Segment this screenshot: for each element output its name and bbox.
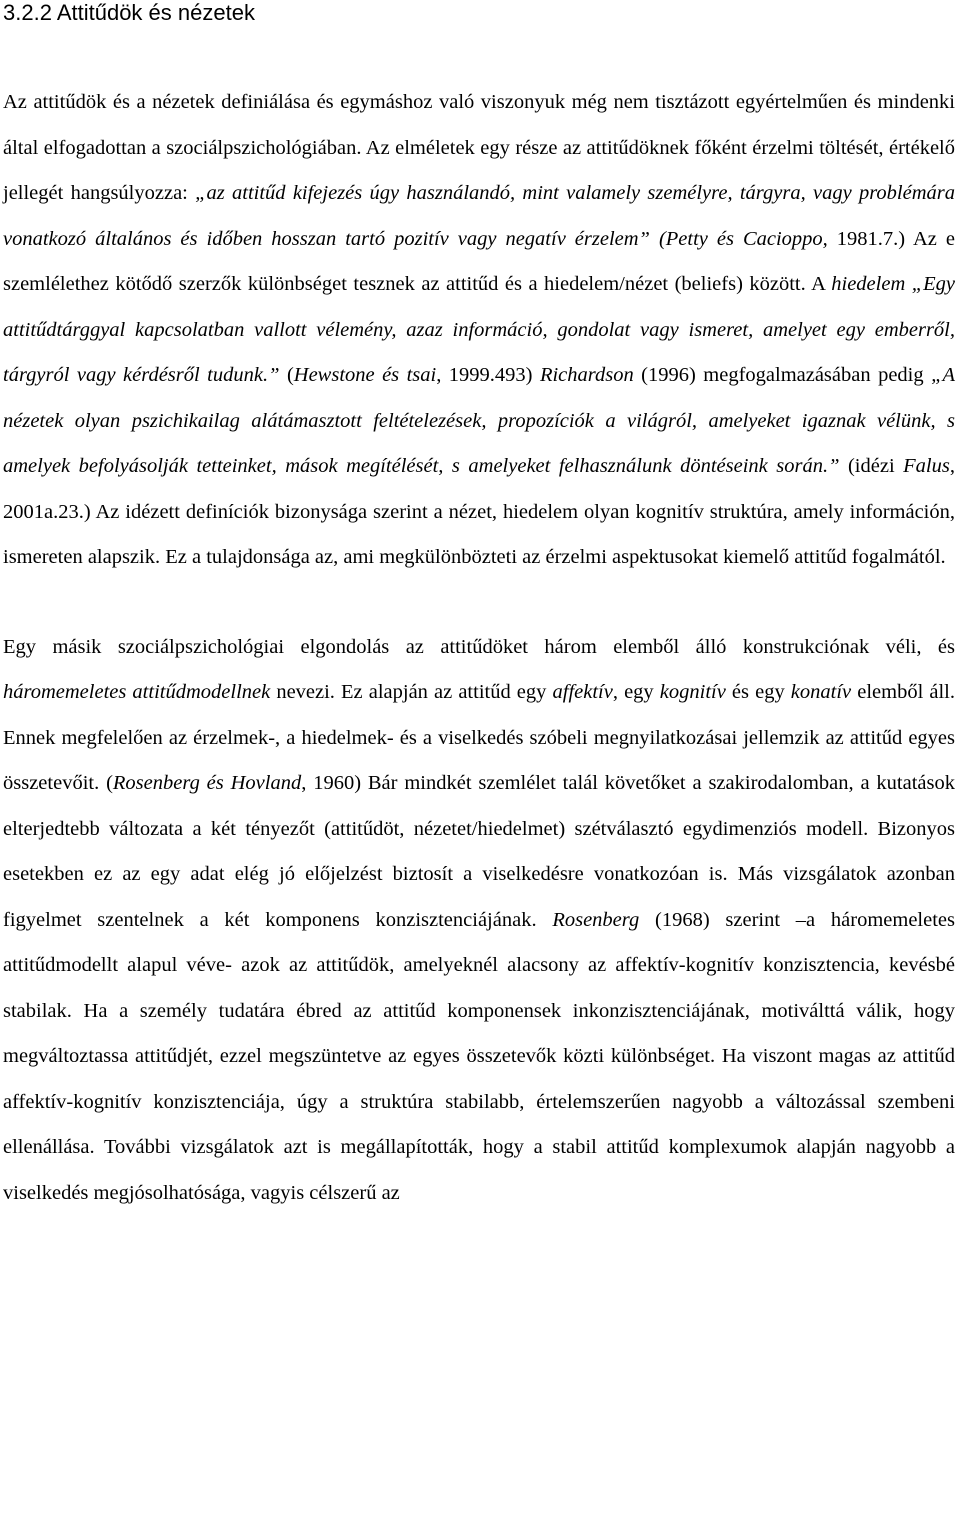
text-segment: (1996) megfogalmazásában pedig [633, 364, 932, 386]
text-segment: , egy [612, 681, 660, 703]
text-segment: és egy [725, 681, 791, 703]
paragraph-three-component-model [3, 625, 955, 1217]
text-segment: , 2001a.23.) Az idézett definíciók bizonysága szerint a nézet, hiedelem olyan kognitív struktúra, amely információn, ismereten alapszik. Ez a tulajdonsága az, ami megkülönbözteti az érzelmi aspektusokat kiemelő attitűd fogalmától. [3, 455, 955, 568]
paragraph-attitudes-and-beliefs [3, 80, 955, 581]
quote-hiedelem-definition: hiedelem „Egy attitűdtárggyal kapcsolatban vallott vélemény, azaz információ, gondolat vagy ismeret, amelyet egy emberről, tárgyról vagy kérdésről tudunk.” [3, 273, 955, 386]
text-segment: Az attitűdök és a nézetek definiálása és egymáshoz való viszonyuk még nem tisztázott egyértelműen és mindenki által elfogadottan a szociálpszichológiában. Az elméletek egy része az attitűdöknek főként érzelmi töltését, értékelő jellegét hangsúlyozza: [3, 91, 955, 204]
term-kognitiv: kognitív [659, 681, 726, 703]
term-affektiv: affektív [552, 681, 613, 703]
citation-author: Falus [903, 455, 950, 477]
quote-nezetek-definition: „A nézetek olyan pszichikailag alátámasztott feltételezések, propozíciók a világról, amelyeket igaznak vélünk, s amelyek befolyásolják tetteinket, mások megítélését, s amelyeket felhasználunk döntéseink során.” [3, 364, 955, 477]
section-heading: 3.2.2 Attitűdök és nézetek [3, 0, 255, 25]
text-segment: (idézi [839, 455, 904, 477]
citation-author: Rosenberg és Hovland [112, 772, 302, 794]
text-segment: 1981.7.) Az e szemlélethez kötődő szerzők különbséget tesznek az attitűd és a hiedelem/nézet (beliefs) között. A [3, 227, 955, 295]
citation-author: Rosenberg [552, 908, 640, 931]
text-segment: Egy másik szociálpszichológiai elgondolás az attitűdöket három elemből álló konstrukciónak véli, és [3, 635, 955, 658]
text-segment: ( [279, 364, 294, 386]
quote-petty-cacioppo: „az attitűd kifejezés úgy használandó, mint valamely személyre, tárgyra, vagy problémára vonatkozó általános és időben hosszan tartó pozitív vagy negatív érzelem” (Petty és Cacioppo, [3, 182, 955, 250]
text-segment: elemből áll. Ennek megfelelően az érzelmek-, a hiedelmek- és a viselkedés szóbeli megnyilatkozásai jellemzik az attitűd egyes összetevőit. ( [3, 681, 955, 794]
citation-author: Hewstone és tsai [293, 364, 437, 386]
text-segment: nevezi. Ez alapján az attitűd egy [270, 681, 553, 703]
text-segment: , 1960) Bár mindkét szemlélet talál követőket a szakirodalomban, a kutatások elterjedtebb változata a két tényezőt (attitűdöt, nézetet/hiedelmet) szétválasztó egydimenziós modell. Bizonyos esetekben ez az egy adat elég jó előjelzést biztosít a viselkedésre vonatkozóan is. Más vizsgálatok azonban figyelmet szentelnek a két komponens konzisztenciájának. [3, 772, 955, 931]
document-page [3, 0, 955, 1216]
text-segment: , 1999.493) [436, 364, 540, 386]
citation-author: Richardson [539, 364, 634, 386]
text-segment: (1968) szerint –a háromemeletes attitűdmodellt alapul véve- azok az attitűdök, amelyeknél alacsony az affektív-kognitív konzisztencia, kevésbé stabilak. Ha a személy tudatára ébred az attitűd komponensek inkonzisztenciájának, motiválttá válik, hogy megváltoztassa attitűdjét, ezzel megszüntetve az egyes összetevők közti különbséget. Ha viszont magas az attitűd affektív-kognitív konzisztenciája, úgy a struktúra stabilabb, értelemszerűen nagyobb a változással szembeni ellenállása. További vizsgálatok azt is megállapították, hogy a stabil attitűd komplexumok alapján nagyobb a viselkedés megjósolhatósága, vagyis célszerű az [3, 908, 955, 1204]
term-konativ: konatív [790, 681, 852, 703]
term-haromemeletes: háromemeletes attitűdmodellnek [3, 681, 271, 703]
